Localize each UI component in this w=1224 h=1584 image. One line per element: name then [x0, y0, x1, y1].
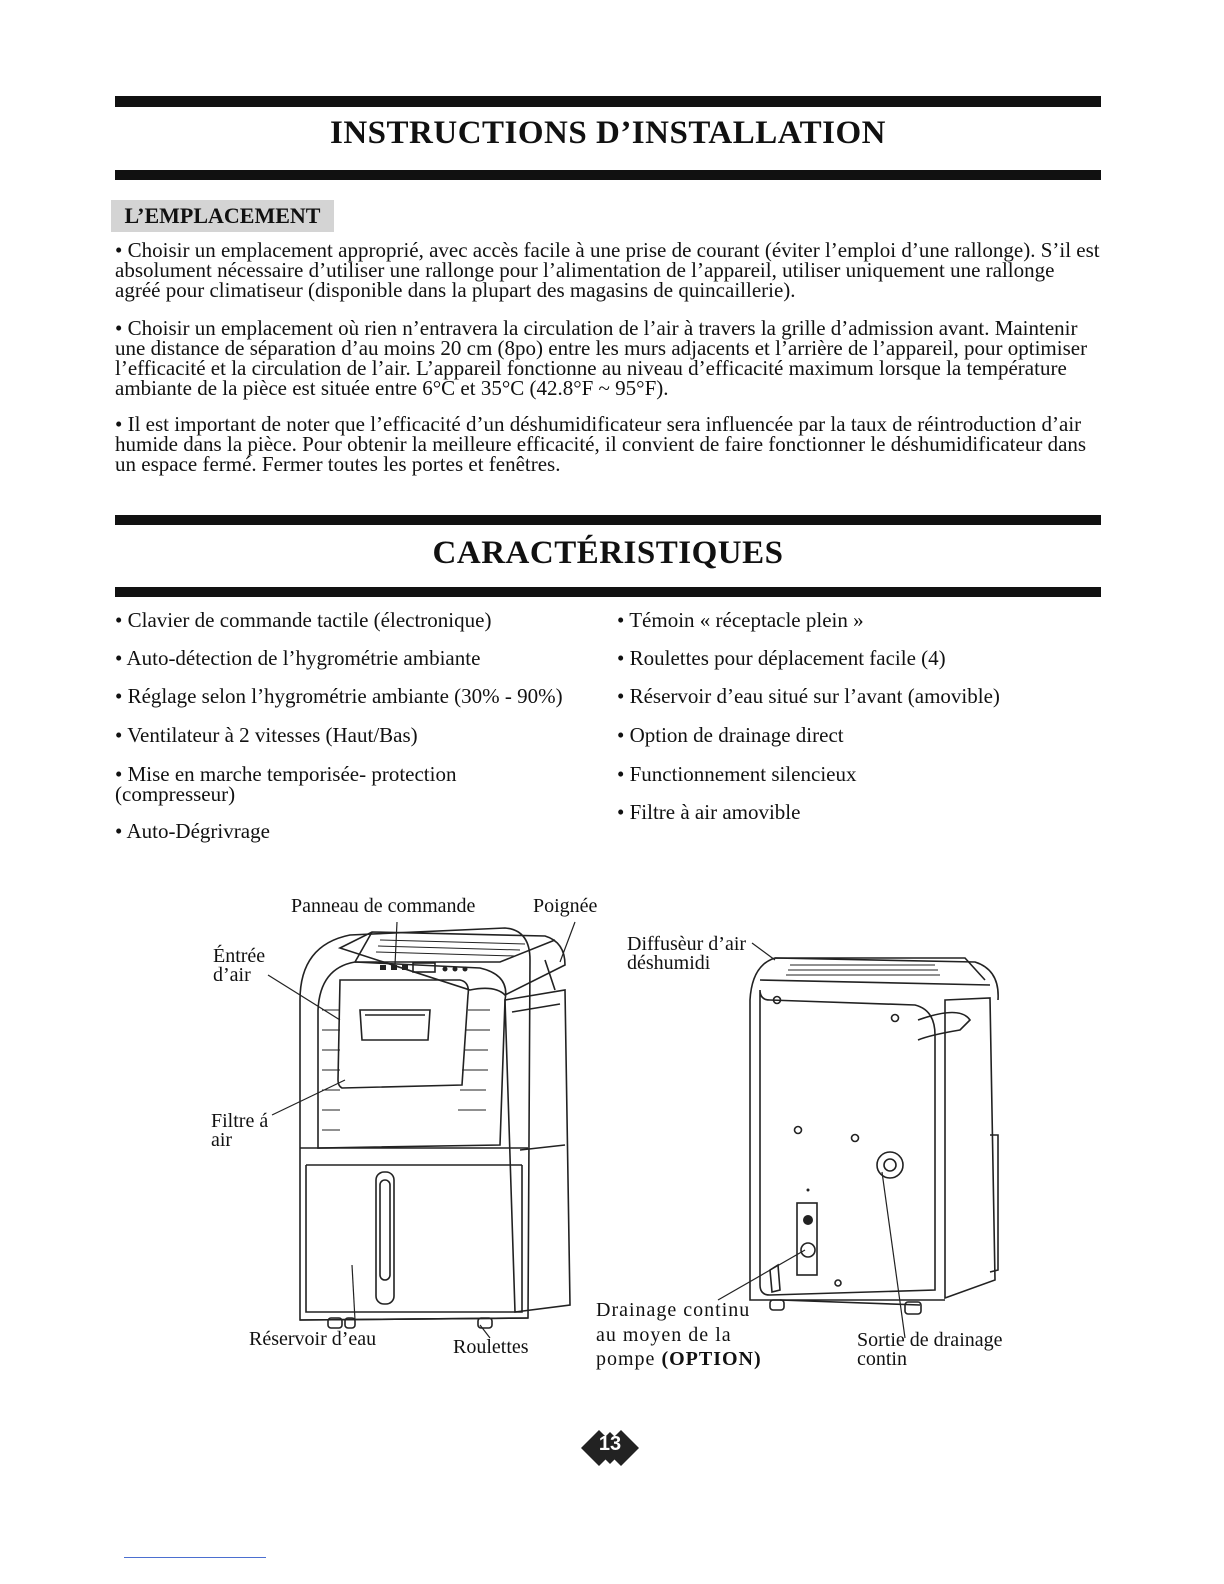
- page-number: 13: [598, 1433, 622, 1455]
- feature-right-6: • Filtre à air amovible: [617, 800, 801, 824]
- label-air-inlet-1: Éntrée: [213, 945, 266, 967]
- label-pump-option: (OPTION): [661, 1348, 762, 1370]
- label-air-outlet-2: déshumidi: [627, 952, 711, 974]
- leader-drain: [882, 1172, 905, 1338]
- feature-left-3: • Réglage selon l’hygrométrie ambiante (30% - 90%): [115, 684, 563, 708]
- feature-left-2: • Auto-détection de l’hygrométrie ambiante: [115, 646, 481, 670]
- subheading-location: L’EMPLACEMENT: [111, 200, 334, 232]
- label-air-outlet-1: Diffusèur d’air: [627, 933, 747, 955]
- label-casters: Roulettes: [453, 1336, 529, 1358]
- label-air-filter-1: Filtre á: [211, 1110, 269, 1132]
- feature-left-4: • Ventilateur à 2 vitesses (Haut/Bas): [115, 723, 418, 747]
- feature-right-5: • Functionnement silencieux: [617, 762, 857, 786]
- paragraph-2: • Choisir un emplacement où rien n’entravera la circulation de l’air à travers la grille d’admission avant. Maintenir une distance de séparation d’au moins 20 cm (8po) entre les murs adjacents et l’arrière de l’appareil, pour optimiser l’efficacité et la circulation de l’air. L’appareil fonctionne au niveau d’efficacité maximum lorsque la température ambiante de la pièce est située entre 6°C et 35°C (42.8°F ~ 95°F).: [115, 316, 1088, 400]
- feature-left-5: • Mise en marche temporisée- protection (compresseur): [115, 762, 457, 806]
- label-pump-3: [596, 1350, 762, 1369]
- feature-left-1: • Clavier de commande tactile (électronique): [115, 608, 492, 632]
- label-handle: Poignée: [533, 895, 598, 917]
- leader-control-panel: [395, 922, 397, 965]
- section-title-installation: INSTRUCTIONS D’INSTALLATION: [330, 115, 886, 151]
- feature-right-2: • Roulettes pour déplacement facile (4): [617, 646, 946, 670]
- label-pump-2: au moyen de la: [596, 1324, 732, 1346]
- footer-line: [124, 1557, 266, 1558]
- section-title-features: CARACTÉRISTIQUES: [432, 535, 784, 571]
- label-drain-2: contin: [857, 1348, 907, 1370]
- leader-air-outlet: [752, 943, 775, 960]
- label-drain-1: Sortie de drainage: [857, 1329, 1003, 1351]
- label-control-panel: Panneau de commande: [291, 895, 476, 917]
- leader-air-inlet: [268, 975, 340, 1020]
- leader-handle: [560, 922, 575, 962]
- feature-right-3: • Réservoir d’eau situé sur l’avant (amovible): [617, 684, 1000, 708]
- feature-right-1: • Témoin « réceptacle plein »: [617, 608, 864, 632]
- label-pump-word: pompe: [596, 1348, 656, 1370]
- label-air-filter-2: air: [211, 1129, 233, 1151]
- feature-right-4: • Option de drainage direct: [617, 723, 844, 747]
- label-pump-1: Drainage continu: [596, 1299, 751, 1321]
- paragraph-1: • Choisir un emplacement approprié, avec accès facile à une prise de courant (éviter l’emploi d’une rallonge). S’il est absolument nécessaire d’utiliser une rallonge pour l’alimentation de l’appareil, utiliser uniquement une rallonge agréé pour climatiseur (disponible dans la plupart des magasins de quincaillerie).: [115, 238, 1100, 302]
- label-air-inlet-2: d’air: [213, 964, 251, 986]
- feature-left-6: • Auto-Dégrivrage: [115, 819, 270, 843]
- label-water-tank: Réservoir d’eau: [249, 1328, 377, 1350]
- paragraph-3: • Il est important de noter que l’efficacité d’un déshumidificateur sera influencée par la taux de réintroduction d’air humide dans la pièce. Pour obtenir la meilleure efficacité, il convient de faire fonctionner le déshumidificateur dans un espace fermé. Fermer toutes les portes et fenêtres.: [115, 412, 1087, 476]
- front-unit-drawing: [300, 928, 570, 1328]
